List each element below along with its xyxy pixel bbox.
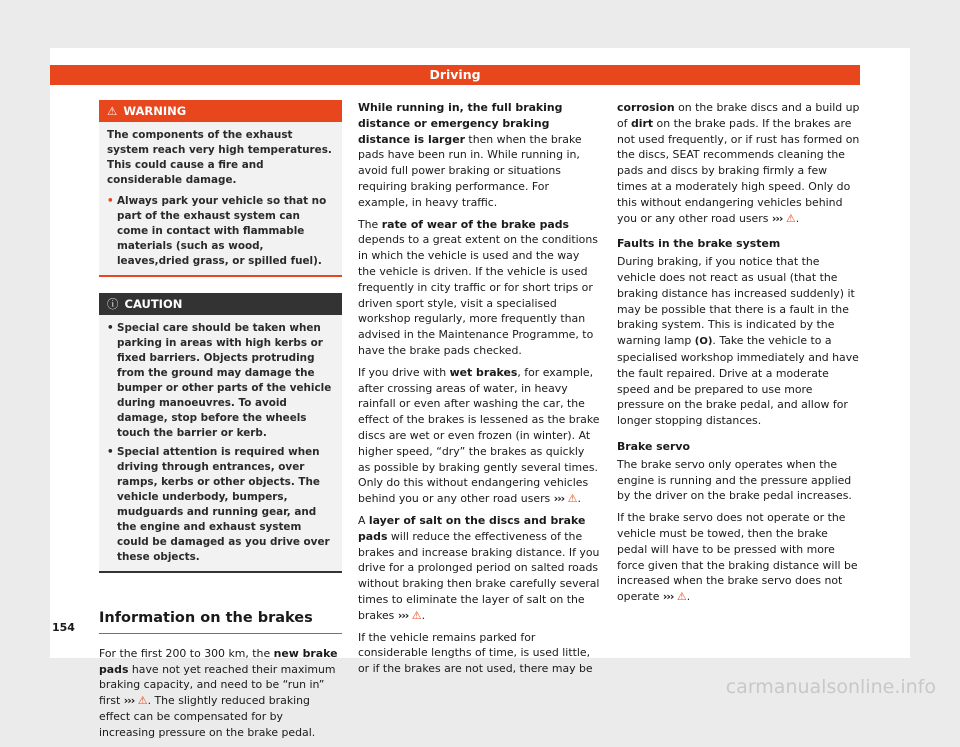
warning-bullet <box>107 194 334 269</box>
section-title: Information on the brakes <box>99 611 342 634</box>
warning-header <box>99 100 342 122</box>
warning-title: WARNING <box>123 104 187 118</box>
warning-triangle-icon: ⚠ <box>107 104 118 118</box>
warning-triangle-icon[interactable]: ⚠ <box>567 492 578 506</box>
warning-box <box>99 100 342 277</box>
faults-heading: Faults in the brake system <box>617 237 781 251</box>
warning-bullet-text: Always park your vehicle so that no part of the exhaust system can come in contact with flammable materials (such as wood, leaves,dried grass, or spilled fuel). <box>117 195 327 267</box>
column-middle <box>358 100 600 683</box>
warning-body <box>99 122 342 277</box>
page-number: 154 <box>52 621 75 634</box>
cross-reference-arrows[interactable]: ››› <box>553 492 565 506</box>
cross-reference-arrows[interactable]: ››› <box>123 694 135 708</box>
paragraph-servo-1: The brake servo only operates when the engine is running and the pressure applied by the driver on the brake pedal increases. <box>617 457 852 503</box>
paragraph-new-pads: For the first 200 to 300 km, the new brake pads have not yet reached their maximum braking capacity, and need to be “run in” first ››› ⚠. The slightly reduced braking effect can be compensated for by increasing pressure on the brake pedal. <box>99 646 338 739</box>
caution-bullet <box>107 321 334 441</box>
paragraph-faults: During braking, if you notice that the vehicle does not react as usual (that the braking distance has increased suddenly) it may be possible that there is a fault in the braking system. This is indicated by the warning lamp (O). Take the vehicle to a specialised workshop immediately and have the fault repaired. Drive at a moderate speed and be prepared to use more pressure on the brake pedal, and allow for longer stopping distances. <box>617 255 859 428</box>
warning-triangle-icon[interactable]: ⚠ <box>785 211 796 225</box>
cross-reference-arrows[interactable]: ››› <box>397 608 409 622</box>
chapter-header: Driving <box>50 65 860 85</box>
paragraph-wet-brakes: If you drive with wet brakes, for example, after crossing areas of water, in heavy rainfall or even after washing the car, the effect of the brakes is lessened as the brake discs are wet or even frozen (in winter). At higher speed, “dry” the brakes as quickly as possible by braking gently several times. Only do this without endangering vehicles behind you or any other road users ››› ⚠. <box>358 365 600 506</box>
caution-body <box>99 315 342 573</box>
caution-bullet-text: Special attention is required when driving through entrances, over ramps, kerbs or other objects. The vehicle underbody, bumpers, mudguards and running gear, and the engine and exhaust system could be damaged as you drive over these objects. <box>117 446 330 563</box>
warning-triangle-icon[interactable]: ⚠ <box>137 694 148 708</box>
warning-intro: The components of the exhaust system reach very high temperatures. This could cause a fire and considerable damage. <box>107 129 332 186</box>
paragraph-corrosion: corrosion on the brake discs and a build up of dirt on the brake pads. If the brakes are not used frequently, or if rust has formed on the discs, SEAT recommends cleaning the pads and discs by braking firmly a few times at a moderately high speed. Only do this without endangering vehicles behind you or any other road users ››› ⚠. <box>617 101 860 225</box>
paragraph-parked-start: If the vehicle remains parked for considerable lengths of time, is used little, or if the brakes are not used, there may be <box>358 630 593 676</box>
caution-title: CAUTION <box>124 297 183 311</box>
caution-box <box>99 293 342 573</box>
bullet-dot-icon: • <box>107 446 114 458</box>
paragraph-servo-2: If the brake servo does not operate or the vehicle must be towed, then the brake pedal will have to be pressed with more force given that the braking distance will be increased when the brake servo does not operate ››› ⚠. <box>617 511 858 604</box>
watermark: carmanualsonline.info <box>725 676 936 698</box>
bullet-dot-icon: • <box>107 322 114 334</box>
paragraph-salt: A layer of salt on the discs and brake pads will reduce the effectiveness of the brakes and increase braking distance. If you drive for a prolonged period on salted roads without braking then brake carefully several times to eliminate the layer of salt on the brakes ››› ⚠. <box>358 513 600 622</box>
bullet-dot-icon: • <box>107 195 114 207</box>
cross-reference-arrows[interactable]: ››› <box>771 211 783 225</box>
paragraph-wear: The rate of wear of the brake pads depends to a great extent on the conditions in which the vehicle is used and the way the vehicle is driven. If the vehicle is used frequently in city traffic or for short trips or driven sport style, visit a specialised workshop regularly, more frequently than advised in the Maintenance Programme, to have the brake pads checked. <box>358 217 598 357</box>
servo-heading: Brake servo <box>617 439 690 453</box>
brake-warning-lamp-icon: (O) <box>694 336 713 348</box>
cross-reference-arrows[interactable]: ››› <box>662 590 674 604</box>
caution-header <box>99 293 342 315</box>
caution-bullet <box>107 445 334 565</box>
column-left <box>99 100 342 747</box>
warning-triangle-icon[interactable]: ⚠ <box>411 608 422 622</box>
info-circle-icon: ⓘ <box>107 297 119 311</box>
caution-bullet-text: Special care should be taken when parking in areas with high kerbs or fixed barriers. Objects protruding from the ground may damage the bumper or other parts of the vehicle during manoeuvres. To avoid damage, stop before the wheels touch the barrier or kerb. <box>117 322 332 439</box>
column-right <box>617 100 860 611</box>
warning-triangle-icon[interactable]: ⚠ <box>676 590 687 604</box>
paragraph-running-in: While running in, the full braking distance or emergency braking distance is larger then when the brake pads have been run in. While running in, avoid full power braking or situations requiring braking performance. For example, in heavy traffic. <box>358 101 582 209</box>
